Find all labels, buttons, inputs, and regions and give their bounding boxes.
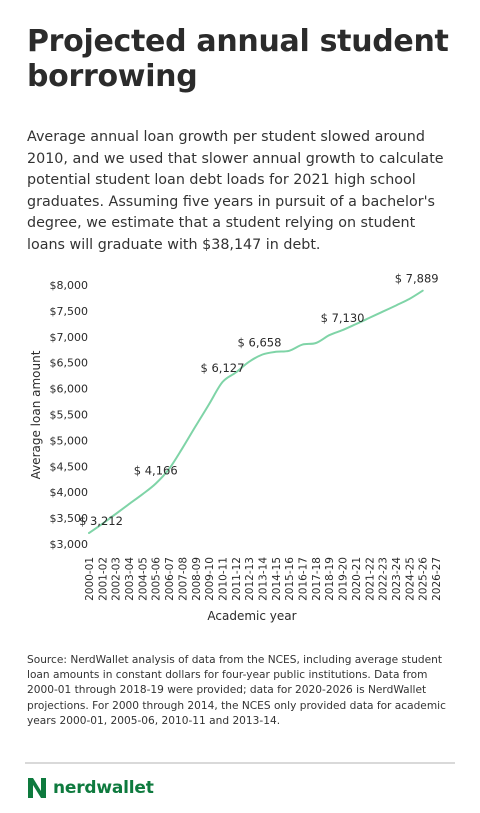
x-tick-label: 2018-19 [324,557,337,601]
x-tick-label: 2023-24 [390,557,403,601]
y-tick-label: $8,000 [49,279,88,292]
data-label: $ 6,127 [200,361,245,376]
x-tick-label: 2022-23 [377,557,390,601]
x-tick-label: 2009-10 [204,557,217,601]
x-axis-title: Academic year [207,609,297,623]
intro-paragraph: Average annual loan growth per student slowed around 2010, and we used that slower annual growth to calculate potential student loan debt loads for 2021 high school graduates. Assuming five years in pursuit of a bachelor's degree, we estimate that a student relying on student loans will graduate with $38,147 in debt. [27,129,444,253]
line-chart [0,265,480,635]
page-title: Projected annual student borrowing [27,24,449,94]
x-tick-label: 2021-22 [364,557,377,601]
data-label: $ 4,166 [133,463,178,478]
y-tick-label: $7,500 [49,304,88,318]
y-tick-label: $6,000 [49,382,88,396]
data-label: $ 7,130 [320,311,365,326]
y-tick-label: $5,500 [49,408,88,422]
y-tick-label: $4,500 [49,460,88,474]
x-tick-label: 2004-05 [137,557,150,601]
x-tick-label: 2026-27 [431,557,443,601]
x-tick-label: 2003-04 [124,557,137,601]
x-tick-label: 2005-06 [150,557,163,601]
data-label: $ 3,212 [79,514,123,529]
y-tick-label: $7,000 [49,330,88,344]
y-tick-label: $4,000 [49,486,88,500]
x-tick-label: 2013-14 [257,557,270,601]
x-tick-label: 2006-07 [164,557,177,601]
x-tick-label: 2017-18 [310,557,323,601]
source-note: Source: NerdWallet analysis of data from the NCES, including average student loan amounts in constant dollars for four-year public institutions. Data from 2000-01 through 2018-19 were provided; data for 2020-2026 is NerdWallet projections. For 2000 through 2014, the NCES only provided data for academic years 2000-01, 2005-06, 2010-11 and 2013-14. [27,654,446,727]
x-tick-label: 2020-21 [350,557,363,601]
y-tick-label: $3,500 [49,512,88,526]
x-tick-label: 2007-08 [177,557,190,601]
x-tick-label: 2010-11 [217,557,230,601]
y-axis-title: Average loan amount [29,350,43,480]
x-tick-label: 2001-02 [97,557,110,601]
footer-divider [25,762,455,764]
series-line [89,291,423,533]
y-tick-label: $5,000 [49,434,88,448]
x-tick-label: 2016-17 [297,557,310,601]
x-tick-label: 2002-03 [110,557,123,601]
data-label: $ 7,889 [394,271,439,286]
x-tick-label: 2024-25 [404,557,417,601]
x-tick-label: 2000-01 [84,557,96,601]
nerdwallet-logo-icon [27,777,47,799]
x-tick-label: 2011-12 [230,557,243,601]
x-tick-label: 2014-15 [270,557,283,601]
x-tick-label: 2019-20 [337,557,350,601]
x-tick-label: 2008-09 [190,557,203,601]
y-tick-label: $3,000 [49,538,88,551]
x-tick-label: 2012-13 [244,557,257,601]
brand-logo [27,777,154,799]
x-tick-label: 2015-16 [284,557,297,601]
data-label: $ 6,658 [237,335,282,350]
x-tick-label: 2025-26 [417,557,430,601]
y-tick-label: $6,500 [49,356,88,370]
brand-name: nerdwallet [53,778,154,798]
